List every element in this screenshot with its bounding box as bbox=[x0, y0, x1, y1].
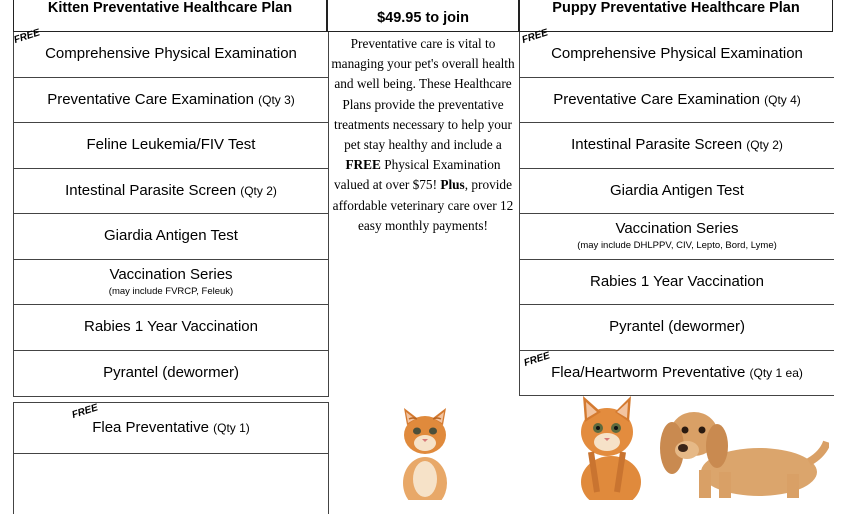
item-label: Vaccination Series bbox=[109, 265, 233, 283]
item-label: Flea/Heartworm Preventative bbox=[551, 363, 750, 381]
item-label: Pyrantel (dewormer) bbox=[103, 364, 239, 382]
item-label: Comprehensive Physical Examination bbox=[45, 45, 297, 63]
item-label: Giardia Antigen Test bbox=[104, 227, 238, 245]
item-label: Rabies 1 Year Vaccination bbox=[589, 272, 764, 290]
item-label: Intestinal Parasite Screen bbox=[571, 136, 747, 154]
item-qty: (Qty 2) bbox=[746, 138, 783, 153]
puppy-item-vaccination-series bbox=[520, 214, 834, 260]
puppy-item-preventative-exam bbox=[520, 78, 834, 124]
item-label: Preventative Care Examination bbox=[47, 90, 259, 108]
item-label: Intestinal Parasite Screen bbox=[65, 181, 241, 199]
kitten-item-parasite-screen bbox=[14, 169, 328, 215]
kitten-and-puppy-photo bbox=[559, 392, 829, 500]
free-tag: FREE bbox=[70, 402, 100, 421]
puppy-item-parasite-screen bbox=[520, 123, 834, 169]
puppy-item-pyrantel bbox=[520, 305, 834, 351]
item-qty: (Qty 1) bbox=[213, 421, 250, 435]
kitten-item-giardia-test bbox=[14, 214, 328, 260]
puppy-plan-title: Puppy Preventative Healthcare Plan bbox=[519, 0, 833, 32]
item-label: Comprehensive Physical Examination bbox=[551, 45, 803, 63]
item-label: Vaccination Series bbox=[615, 220, 739, 238]
kitten-item-felv-fiv-test bbox=[14, 123, 328, 169]
puppy-item-rabies bbox=[520, 260, 834, 306]
item-label: Giardia Antigen Test bbox=[610, 181, 744, 199]
item-qty: (Qty 2) bbox=[240, 183, 277, 198]
kitten-item-rabies bbox=[14, 305, 328, 351]
item-label: Preventative Care Examination bbox=[553, 90, 765, 108]
kitten-plan-title: Kitten Preventative Healthcare Plan bbox=[13, 0, 327, 32]
item-label: Feline Leukemia/FIV Test bbox=[86, 136, 256, 154]
item-subtext: (may include DHLPPV, CIV, Lepto, Bord, Lyme) bbox=[577, 240, 777, 252]
item-qty: (Qty 3) bbox=[258, 92, 295, 107]
kitten-item-pyrantel bbox=[14, 351, 328, 397]
item-subtext: (may include FVRCP, Feleuk) bbox=[108, 285, 234, 297]
kitten-photo bbox=[395, 405, 457, 500]
item-label: Rabies 1 Year Vaccination bbox=[83, 318, 258, 336]
puppy-item-flea-heartworm bbox=[520, 351, 834, 397]
item-qty: (Qty 1 ea) bbox=[749, 365, 803, 380]
kitten-item-vaccination-series bbox=[14, 260, 328, 306]
puppy-plan-list bbox=[519, 27, 834, 396]
free-tag: FREE bbox=[520, 27, 550, 46]
item-label: Flea Preventative bbox=[92, 419, 214, 436]
free-tag: FREE bbox=[522, 349, 552, 369]
free-tag: FREE bbox=[12, 27, 42, 46]
kitten-item-flea bbox=[14, 402, 328, 454]
item-label: Pyrantel (dewormer) bbox=[609, 318, 745, 336]
join-price: $49.95 to join bbox=[327, 0, 519, 32]
kitten-item-preventative-exam bbox=[14, 78, 328, 124]
puppy-item-giardia-test bbox=[520, 169, 834, 215]
kitten-item-physical-exam bbox=[12, 27, 328, 78]
plan-description: Preventative care is vital to managing your pet's overall health and well being. These Healthcare Plans provide the preventative treatments necessary to help your pet stay healthy and include a FREE Physical Examination valued at over $75! Plus, provide affordable veterinary care over 12 easy monthly payments! bbox=[331, 36, 515, 233]
kitten-plan-list bbox=[12, 27, 329, 514]
puppy-item-physical-exam bbox=[520, 27, 834, 78]
item-qty: (Qty 4) bbox=[764, 92, 801, 107]
